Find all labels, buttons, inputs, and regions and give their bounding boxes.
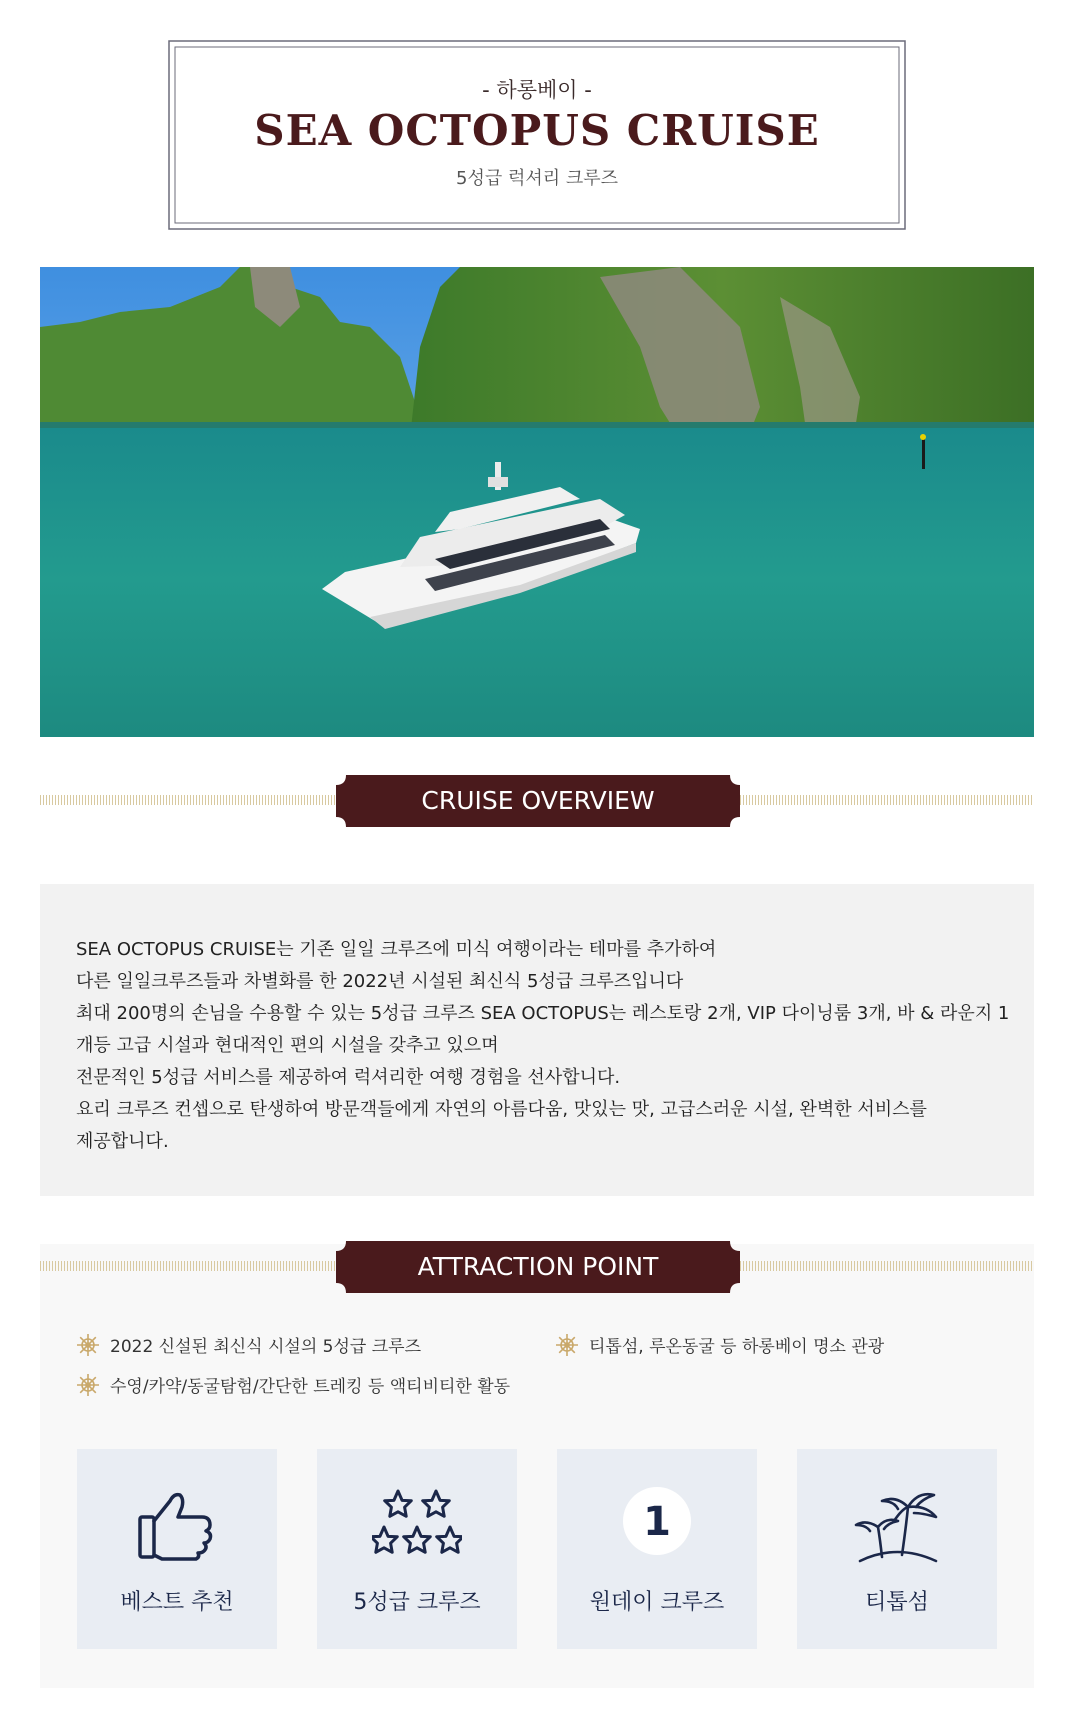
stars-icon [372,1487,462,1565]
grade-subtitle: 5성급 럭셔리 크루즈 [456,168,618,189]
ship-wheel-icon [76,1333,100,1357]
list-item [555,1332,884,1357]
region-label: - 하롱베이 - [482,78,592,102]
section-title-badge [336,1241,740,1293]
attraction-text: 2022 신설된 최신식 시설의 5성급 크루즈 [110,1337,422,1357]
page-title: SEA OCTOPUS CRUISE [254,106,820,155]
decorative-stripe-left [40,795,340,805]
overview-line: SEA OCTOPUS CRUISE는 기존 일일 크루즈에 미식 여행이라는 테마를 추가하여 [76,939,717,960]
section-header-overview [40,775,1034,827]
feature-label: 원데이 크루즈 [589,1590,725,1615]
list-item [76,1332,421,1357]
overview-text-box [40,884,1034,1196]
overview-line: 다른 일일크루즈들과 차별화를 한 2022년 시설된 최신식 5성급 크루즈입니다 [76,971,684,992]
section-header-attraction [40,1241,1034,1293]
feature-card-titop [797,1449,997,1649]
attraction-text: 수영/카약/동굴탐험/간단한 트레킹 등 액티비티한 활동 [110,1377,511,1397]
feature-label: 베스트 추천 [120,1590,234,1615]
feature-card-stars [317,1449,517,1649]
feature-card-best [77,1449,277,1649]
feature-label: 5성급 크루즈 [353,1590,481,1615]
cruise-hero-image [40,267,1034,737]
overview-line: 요리 크루즈 컨셉으로 탄생하여 방문객들에게 자연의 아름다움, 맛있는 맛, 고급스러운 시설, 완벽한 서비스를 [76,1099,927,1120]
number-one-text: 1 [643,1499,671,1545]
section-title-badge [336,775,740,827]
overview-line: 전문적인 5성급 서비스를 제공하여 럭셔리한 여행 경험을 선사합니다. [76,1067,621,1088]
decorative-stripe-left [40,1261,340,1271]
ship-wheel-icon [555,1333,579,1357]
overview-line: 제공합니다. [76,1131,169,1152]
thumbs-up-icon [132,1487,222,1565]
overview-line: 최대 200명의 손님을 수용할 수 있는 5성급 크루즈 SEA OCTOPUS는 레스토랑 2개, VIP 다이닝룸 3개, 바 & 라운지 1 [76,1003,1010,1024]
palm-island-icon [852,1487,942,1565]
title-frame [168,40,906,230]
attraction-text: 티톱섬, 루온동굴 등 하롱베이 명소 관광 [589,1337,885,1357]
decorative-stripe-right [734,1261,1034,1271]
ship-wheel-icon [76,1373,100,1397]
decorative-stripe-right [734,795,1034,805]
section-title: ATTRACTION POINT [417,1252,659,1281]
list-item [76,1372,510,1397]
overview-line: 개등 고급 시설과 현대적인 편의 시설을 갖추고 있으며 [76,1035,499,1056]
number-one-icon [612,1487,702,1565]
section-title: CRUISE OVERVIEW [421,786,655,815]
feature-card-oneday [557,1449,757,1649]
feature-label: 티톱섬 [865,1590,929,1615]
